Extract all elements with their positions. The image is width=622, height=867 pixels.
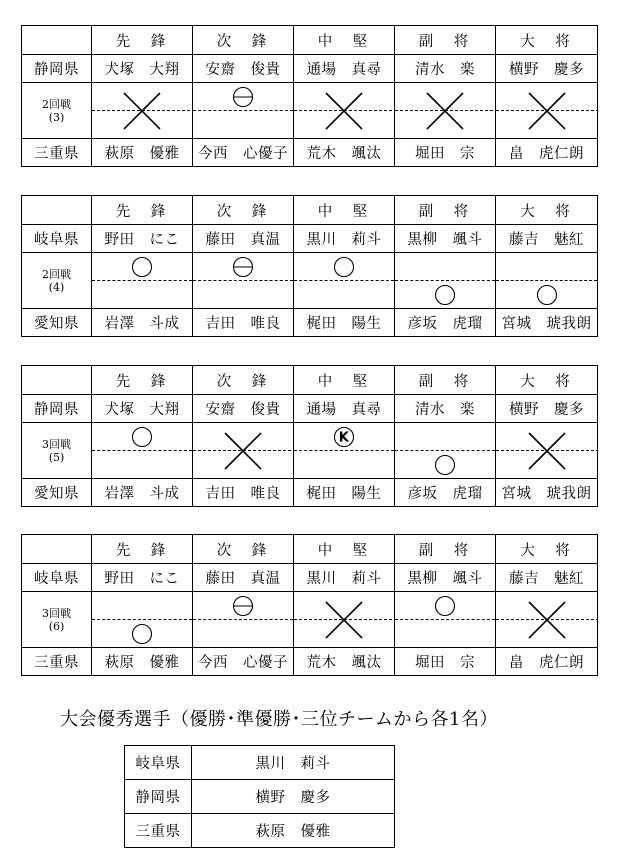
player-name: 黒柳 颯斗 — [395, 564, 496, 592]
player-name: 荒木 颯汰 — [294, 139, 395, 167]
player-name: 横野 慶多 — [496, 395, 598, 423]
player-name: 荒木 颯汰 — [294, 648, 395, 676]
result-cell — [92, 83, 193, 139]
round-label — [22, 83, 92, 139]
result-cell — [92, 451, 193, 479]
result-cell — [294, 451, 395, 479]
player-name: 萩原 優雅 — [92, 648, 193, 676]
win-circle-mark — [131, 426, 153, 448]
position-header: 次 鋒 — [193, 196, 294, 225]
position-header: 中 堅 — [294, 366, 395, 395]
position-header: 大 将 — [496, 26, 598, 55]
player-name: 藤吉 魅紅 — [496, 564, 598, 592]
player-name: 堀田 宗 — [395, 139, 496, 167]
award-team: 岐阜県 — [125, 746, 192, 780]
position-header: 先 鋒 — [92, 26, 193, 55]
position-header: 中 堅 — [294, 26, 395, 55]
result-cell — [193, 620, 294, 648]
match-table — [21, 195, 598, 337]
loss-cross-mark — [221, 429, 265, 473]
result-cell — [496, 592, 598, 648]
position-header-row — [22, 196, 598, 225]
result-row-top — [22, 83, 598, 111]
position-header-row — [22, 535, 598, 564]
team-a-row — [22, 225, 598, 253]
result-row-top — [22, 423, 598, 451]
match-table — [21, 25, 598, 167]
position-header: 大 将 — [496, 366, 598, 395]
player-name: 藤吉 魅紅 — [496, 225, 598, 253]
position-header: 副 将 — [395, 26, 496, 55]
round-name: 2回戦 — [42, 267, 71, 281]
loss-cross-mark — [322, 89, 366, 133]
result-cell — [395, 281, 496, 309]
corner-cell — [22, 535, 92, 564]
win-circle-mark — [333, 256, 355, 278]
player-name: 萩原 優雅 — [92, 139, 193, 167]
result-cell — [92, 592, 193, 620]
round-label — [22, 423, 92, 479]
result-cell — [294, 83, 395, 139]
round-name: 3回戦 — [42, 437, 71, 451]
corner-cell — [22, 366, 92, 395]
position-header-row — [22, 26, 598, 55]
award-player: 黒川 莉斗 — [192, 746, 395, 780]
result-cell — [294, 281, 395, 309]
player-name: 黒川 莉斗 — [294, 225, 395, 253]
player-name: 宮城 琥我朗 — [496, 479, 598, 507]
player-name: 吉田 唯良 — [193, 479, 294, 507]
result-cell — [193, 111, 294, 139]
team-b-name: 三重県 — [22, 139, 92, 167]
position-header: 先 鋒 — [92, 366, 193, 395]
result-cell — [92, 423, 193, 451]
player-name: 彦坂 虎瑠 — [395, 479, 496, 507]
kiken-letter: K — [338, 430, 350, 445]
result-cell — [193, 281, 294, 309]
team-a-row — [22, 55, 598, 83]
player-name: 犬塚 大翔 — [92, 395, 193, 423]
result-row-bottom — [22, 281, 598, 309]
team-b-name: 愛知県 — [22, 479, 92, 507]
win-circle-mark — [131, 623, 153, 645]
draw-mark — [232, 86, 254, 108]
result-cell — [294, 253, 395, 281]
result-row-top — [22, 253, 598, 281]
position-header-row — [22, 366, 598, 395]
corner-cell — [22, 26, 92, 55]
result-cell — [294, 592, 395, 648]
win-circle-mark — [434, 595, 456, 617]
awards-title: 大会優秀選手（優勝･準優勝･三位チームから各1名） — [60, 709, 498, 730]
award-team: 三重県 — [125, 814, 192, 848]
position-header: 次 鋒 — [193, 26, 294, 55]
position-header: 先 鋒 — [92, 196, 193, 225]
result-cell — [92, 281, 193, 309]
result-cell — [193, 253, 294, 281]
player-name: 吉田 唯良 — [193, 309, 294, 337]
result-cell — [496, 423, 598, 479]
match-number: (3) — [48, 110, 65, 124]
match-number: (4) — [48, 280, 65, 294]
draw-mark — [232, 256, 254, 278]
team-b-row — [22, 139, 598, 167]
player-name: 通場 真尋 — [294, 395, 395, 423]
player-name: 黒川 莉斗 — [294, 564, 395, 592]
player-name: 岩澤 斗成 — [92, 309, 193, 337]
loss-cross-mark — [525, 89, 569, 133]
player-name: 野田 にこ — [92, 564, 193, 592]
loss-cross-mark — [322, 598, 366, 642]
round-label — [22, 253, 92, 309]
result-cell — [193, 83, 294, 111]
position-header: 副 将 — [395, 366, 496, 395]
team-a-name: 岐阜県 — [22, 225, 92, 253]
result-cell — [92, 620, 193, 648]
result-cell — [294, 423, 395, 451]
team-a-name: 静岡県 — [22, 55, 92, 83]
position-header: 中 堅 — [294, 535, 395, 564]
award-row — [125, 746, 395, 780]
loss-cross-mark — [525, 429, 569, 473]
position-header: 先 鋒 — [92, 535, 193, 564]
match-table — [21, 365, 598, 507]
corner-cell — [22, 196, 92, 225]
win-circle-mark — [131, 256, 153, 278]
result-row-top — [22, 592, 598, 620]
result-cell — [193, 423, 294, 479]
player-name: 藤田 真温 — [193, 564, 294, 592]
team-b-row — [22, 648, 598, 676]
result-cell — [395, 253, 496, 281]
result-cell — [395, 592, 496, 620]
loss-cross-mark — [525, 598, 569, 642]
player-name: 今西 心優子 — [193, 139, 294, 167]
award-player: 横野 慶多 — [192, 780, 395, 814]
award-row — [125, 814, 395, 848]
position-header: 次 鋒 — [193, 366, 294, 395]
round-name: 2回戦 — [42, 97, 71, 111]
player-name: 堀田 宗 — [395, 648, 496, 676]
award-player: 萩原 優雅 — [192, 814, 395, 848]
team-b-row — [22, 309, 598, 337]
result-cell — [193, 592, 294, 620]
player-name: 畠 虎仁朗 — [496, 648, 598, 676]
result-cell — [395, 451, 496, 479]
award-team: 静岡県 — [125, 780, 192, 814]
player-name: 横野 慶多 — [496, 55, 598, 83]
player-name: 野田 にこ — [92, 225, 193, 253]
player-name: 彦坂 虎瑠 — [395, 309, 496, 337]
match-table — [21, 534, 598, 676]
round-name: 3回戦 — [42, 606, 71, 620]
result-cell — [395, 83, 496, 139]
loss-cross-mark — [120, 89, 164, 133]
result-cell — [395, 423, 496, 451]
position-header: 大 将 — [496, 535, 598, 564]
draw-mark — [232, 595, 254, 617]
loss-cross-mark — [423, 89, 467, 133]
awards-table — [124, 745, 395, 848]
player-name: 藤田 真温 — [193, 225, 294, 253]
award-row — [125, 780, 395, 814]
position-header: 副 将 — [395, 196, 496, 225]
player-name: 黒柳 颯斗 — [395, 225, 496, 253]
player-name: 岩澤 斗成 — [92, 479, 193, 507]
result-cell — [92, 253, 193, 281]
player-name: 安齋 俊貴 — [193, 395, 294, 423]
team-b-row — [22, 479, 598, 507]
match-number: (5) — [48, 450, 65, 464]
kiken-mark — [333, 426, 355, 448]
player-name: 畠 虎仁朗 — [496, 139, 598, 167]
player-name: 清水 楽 — [395, 55, 496, 83]
round-label — [22, 592, 92, 648]
match-number: (6) — [48, 619, 65, 633]
player-name: 梶田 陽生 — [294, 479, 395, 507]
team-a-row — [22, 395, 598, 423]
position-header: 大 将 — [496, 196, 598, 225]
player-name: 今西 心優子 — [193, 648, 294, 676]
player-name: 梶田 陽生 — [294, 309, 395, 337]
result-cell — [496, 253, 598, 281]
result-cell — [496, 83, 598, 139]
player-name: 宮城 琥我朗 — [496, 309, 598, 337]
team-a-name: 岐阜県 — [22, 564, 92, 592]
position-header: 中 堅 — [294, 196, 395, 225]
result-cell — [395, 620, 496, 648]
win-circle-mark — [434, 454, 456, 476]
team-b-name: 愛知県 — [22, 309, 92, 337]
win-circle-mark — [536, 284, 558, 306]
player-name: 犬塚 大翔 — [92, 55, 193, 83]
player-name: 通場 真尋 — [294, 55, 395, 83]
team-b-name: 三重県 — [22, 648, 92, 676]
position-header: 副 将 — [395, 535, 496, 564]
player-name: 安齋 俊貴 — [193, 55, 294, 83]
player-name: 清水 楽 — [395, 395, 496, 423]
team-a-name: 静岡県 — [22, 395, 92, 423]
win-circle-mark — [434, 284, 456, 306]
result-cell — [496, 281, 598, 309]
team-a-row — [22, 564, 598, 592]
position-header: 次 鋒 — [193, 535, 294, 564]
